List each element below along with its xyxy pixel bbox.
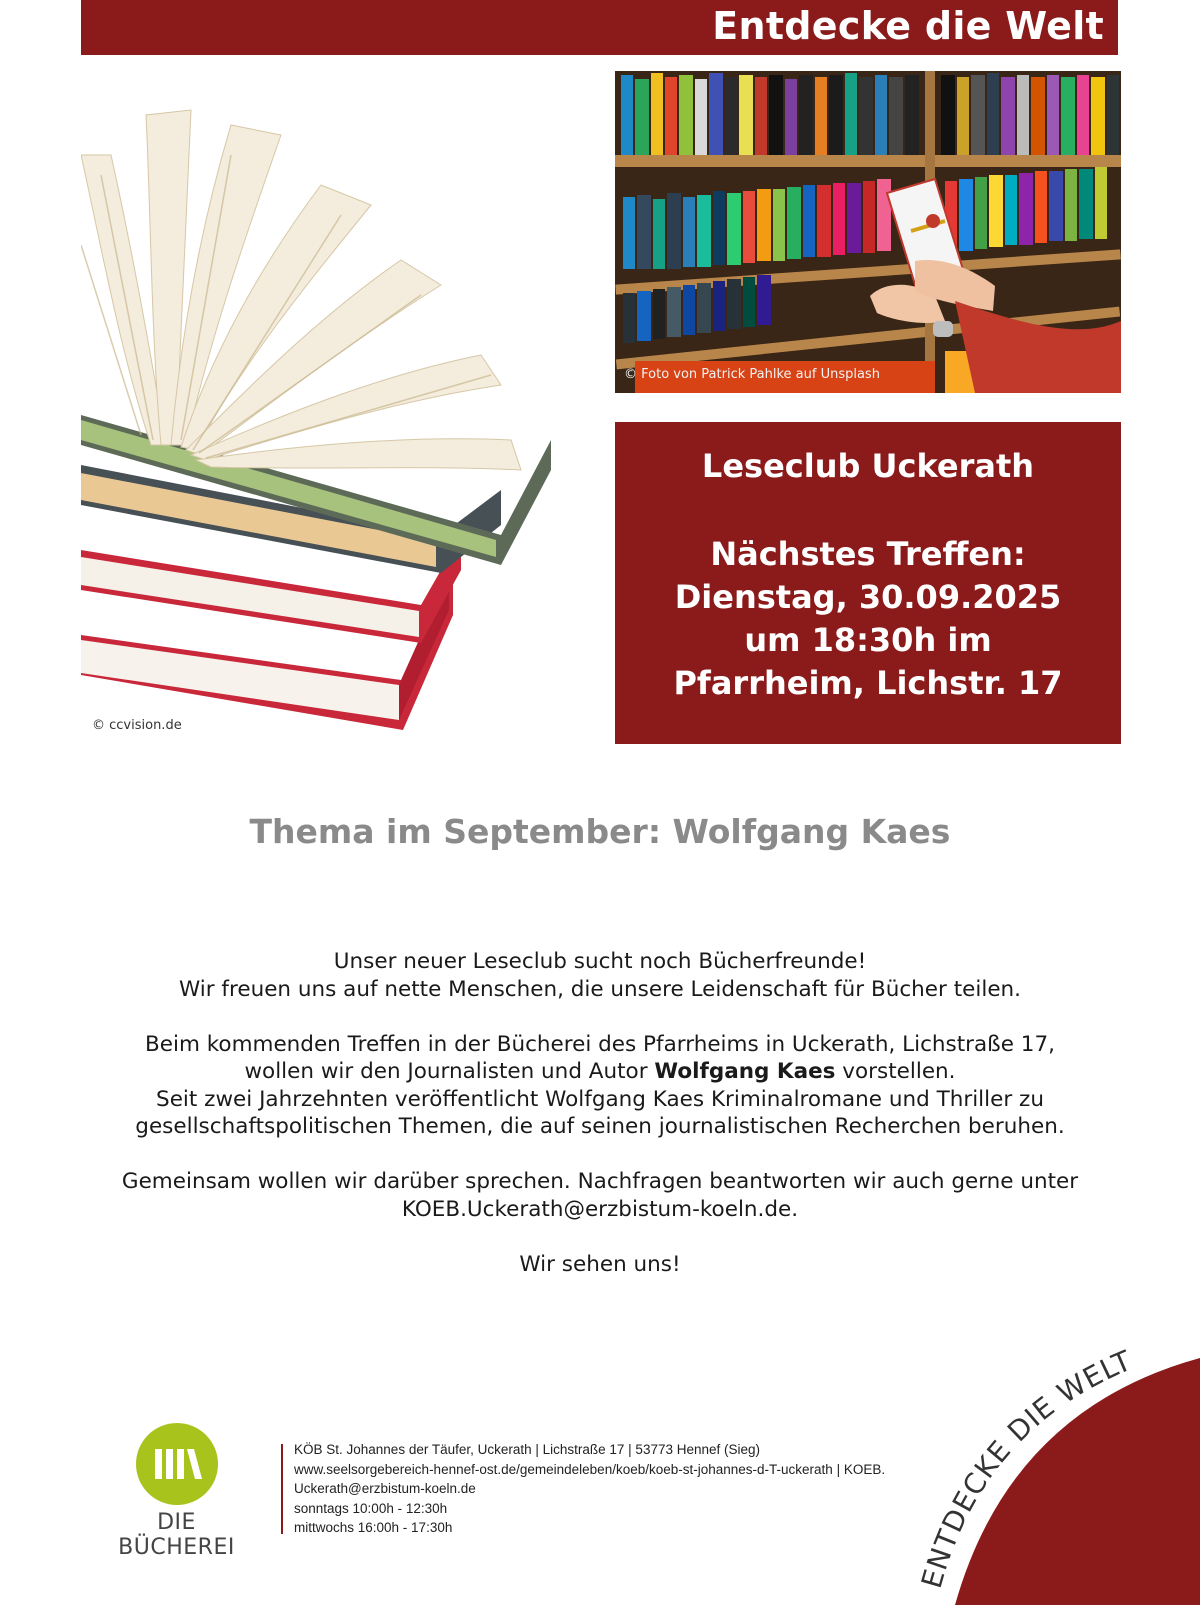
club-name: Leseclub Uckerath	[701, 447, 1035, 485]
body-line: Unser neuer Leseclub sucht noch Bücherfreunde!	[333, 949, 867, 974]
author-name: Wolfgang Kaes	[654, 1059, 836, 1084]
logo-text: DIE BÜCHEREI	[118, 1510, 235, 1560]
logo-icon	[136, 1423, 218, 1505]
bookshelf-photo	[615, 71, 1121, 393]
body-line	[60, 1058, 1140, 1086]
contact-email: KOEB.Uckerath@erzbistum-koeln.de.	[401, 1196, 799, 1222]
meeting-details	[615, 533, 1121, 705]
body-line: gesellschaftspolitischen Themen, die auf seinen journalistischen Recherchen beruhen.	[135, 1114, 1065, 1139]
footer-contact-info	[294, 1440, 914, 1538]
footer-address: KÖB St. Johannes der Täufer, Uckerath | Lichstraße 17 | 53773 Hennef (Sieg)	[294, 1442, 761, 1457]
footer-hours-wednesday: mittwochs 16:00h - 17:30h	[294, 1520, 453, 1535]
closing-line: Wir sehen uns!	[519, 1251, 681, 1277]
meeting-date: Dienstag, 30.09.2025	[674, 578, 1062, 616]
body-line: Seit zwei Jahrzehnten veröffentlicht Wolfgang Kaes Kriminalromane und Thriller zu	[156, 1086, 1044, 1112]
header-bar	[81, 0, 1118, 55]
body-line: Gemeinsam wollen wir darüber sprechen. Nachfragen beantworten wir auch gerne unter	[121, 1169, 1079, 1194]
header-title: Entdecke die Welt	[712, 4, 1104, 48]
footer-email[interactable]: Uckerath@erzbistum-koeln.de	[294, 1481, 476, 1496]
body-text-span: wollen wir den Journalisten und Autor	[244, 1059, 655, 1084]
meeting-time: um 18:30h im	[744, 621, 992, 659]
footer-website[interactable]: www.seelsorgebereich-hennef-ost.de/gemeindeleben/koeb/koeb-st-johannes-d-T-uckerath | KOEB.	[294, 1461, 886, 1477]
library-logo	[99, 1423, 254, 1560]
shelf-photo-credit: © Foto von Patrick Pahlke auf Unsplash	[624, 367, 880, 382]
meeting-line: Nächstes Treffen:	[710, 535, 1026, 573]
footer-hours-sunday: sonntags 10:00h - 12:30h	[294, 1500, 448, 1516]
books-photo-credit: © ccvision.de	[92, 718, 182, 733]
meeting-info-box	[615, 422, 1121, 744]
corner-decoration	[900, 1320, 1200, 1605]
topic-heading: Thema im September: Wolfgang Kaes	[249, 812, 951, 851]
body-line: Wir freuen uns auf nette Menschen, die unsere Leidenschaft für Bücher teilen.	[178, 976, 1022, 1002]
body-line: Beim kommenden Treffen in der Bücherei des Pfarrheims in Uckerath, Lichstraße 17,	[145, 1031, 1055, 1057]
meeting-location: Pfarrheim, Lichstr. 17	[673, 664, 1063, 702]
open-books-photo	[81, 95, 561, 745]
body-text-span: vorstellen.	[835, 1059, 956, 1084]
footer-divider	[281, 1444, 283, 1534]
body-text	[60, 948, 1140, 1278]
corner-text: ENTDECKE DIE WELT	[914, 1343, 1137, 1592]
